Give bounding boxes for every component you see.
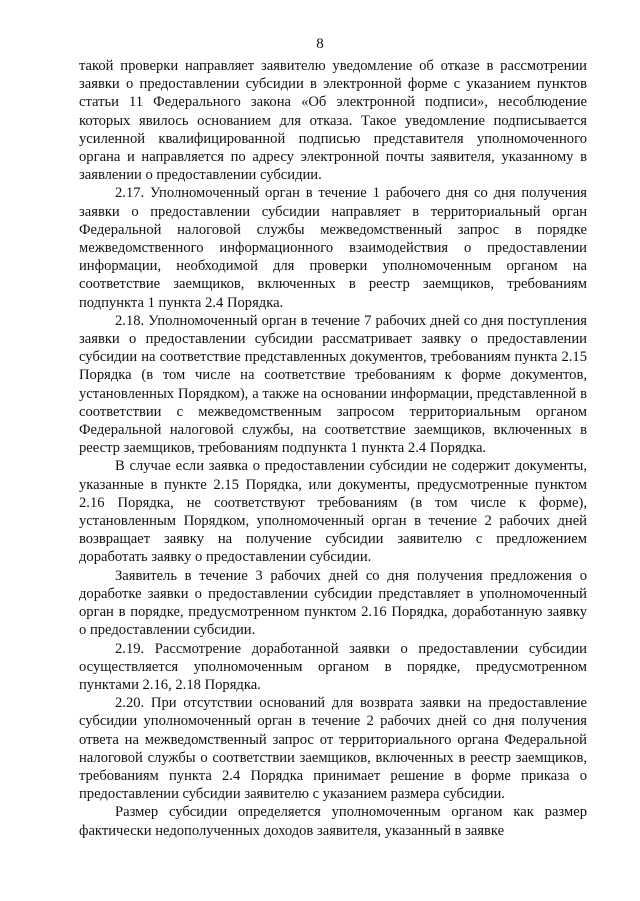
document-body xyxy=(79,57,587,840)
paragraph-clause-2-19: 2.19. Рассмотрение доработанной заявки о предоставлении субсидии осуществляется уполномоченным органом в порядке, предусмотренном пунктами 2.16, 2.18 Порядка. xyxy=(79,640,587,693)
paragraph-clause-2-17: 2.17. Уполномоченный орган в течение 1 рабочего дня со дня получения заявки о предоставлении субсидии направляет в территориальный орган Федеральной налоговой службы межведомственный запрос в порядке межведомственного информационного взаимодействия о предоставлении информации, необходимой для проверки уполномоченным органом на соответствие заемщиков, включенных в реестр заемщиков, требованиям подпункта 1 пункта 2.4 Порядка. xyxy=(79,185,587,311)
paragraph-clause-2-18: 2.18. Уполномоченный орган в течение 7 рабочих дней со дня поступления заявки о предоставлении субсидии рассматривает заявку о предоставлении субсидии на соответствие представленных документов, требованиям пункта 2.15 Порядка (в том числе на соответствие требованиям к форме документов, установленных Порядком), а также на основании информации, представленной в соответствии с межведомственным запросом территориальным органом Федеральной налоговой службы, на соответствие заемщиков, включенных в реестр заемщиков, требованиям подпункта 1 пункта 2.4 Порядка. xyxy=(79,312,587,457)
paragraph-applicant-revision: Заявитель в течение 3 рабочих дней со дня получения предложения о доработке заявки о предоставлении субсидии представляет в уполномоченный орган в порядке, предусмотренном пунктом 2.16 Порядка, доработанную заявку о предоставлении субсидии. xyxy=(79,567,587,639)
paragraph-subsidy-amount: Размер субсидии определяется уполномоченным органом как размер фактически недополученных доходов заявителя, указанный в заявке xyxy=(79,804,587,839)
paragraph-continuation: такой проверки направляет заявителю уведомление об отказе в рассмотрении заявки о предоставлении субсидии в электронной форме с указанием пунктов статьи 11 Федерального закона «Об электронной подписи», несоблюдение которых явилось основанием для отказа. Такое уведомление подписывается усиленной квалифицированной подписью представителя уполномоченного органа и направляется по адресу электронной почты заявителя, указанному в заявлении о предоставлении субсидии. xyxy=(79,58,587,184)
paragraph-return-application: В случае если заявка о предоставлении субсидии не содержит документы, указанные в пункте 2.15 Порядка, или документы, предусмотренные пунктом 2.16 Порядка, не соответствуют требованиям (в том числе к форме), установленным Порядком, уполномоченный орган в течение 2 рабочих дней возвращает заявку на получение субсидии заявителю с предложением доработать заявку о предоставлении субсидии. xyxy=(79,458,587,566)
paragraph-clause-2-20: 2.20. При отсутствии оснований для возврата заявки на предоставление субсидии уполномоченный орган в течение 2 рабочих дней со дня получения ответа на межведомственный запрос от территориального органа Федеральной налоговой службы о соответствии заемщиков, включенных в реестр заемщиков, требованиям пункта 2.4 Порядка принимает решение в форме приказа о предоставлении субсидии заявителю с указанием размера субсидии. xyxy=(79,695,587,803)
page-number: 8 xyxy=(316,36,324,52)
